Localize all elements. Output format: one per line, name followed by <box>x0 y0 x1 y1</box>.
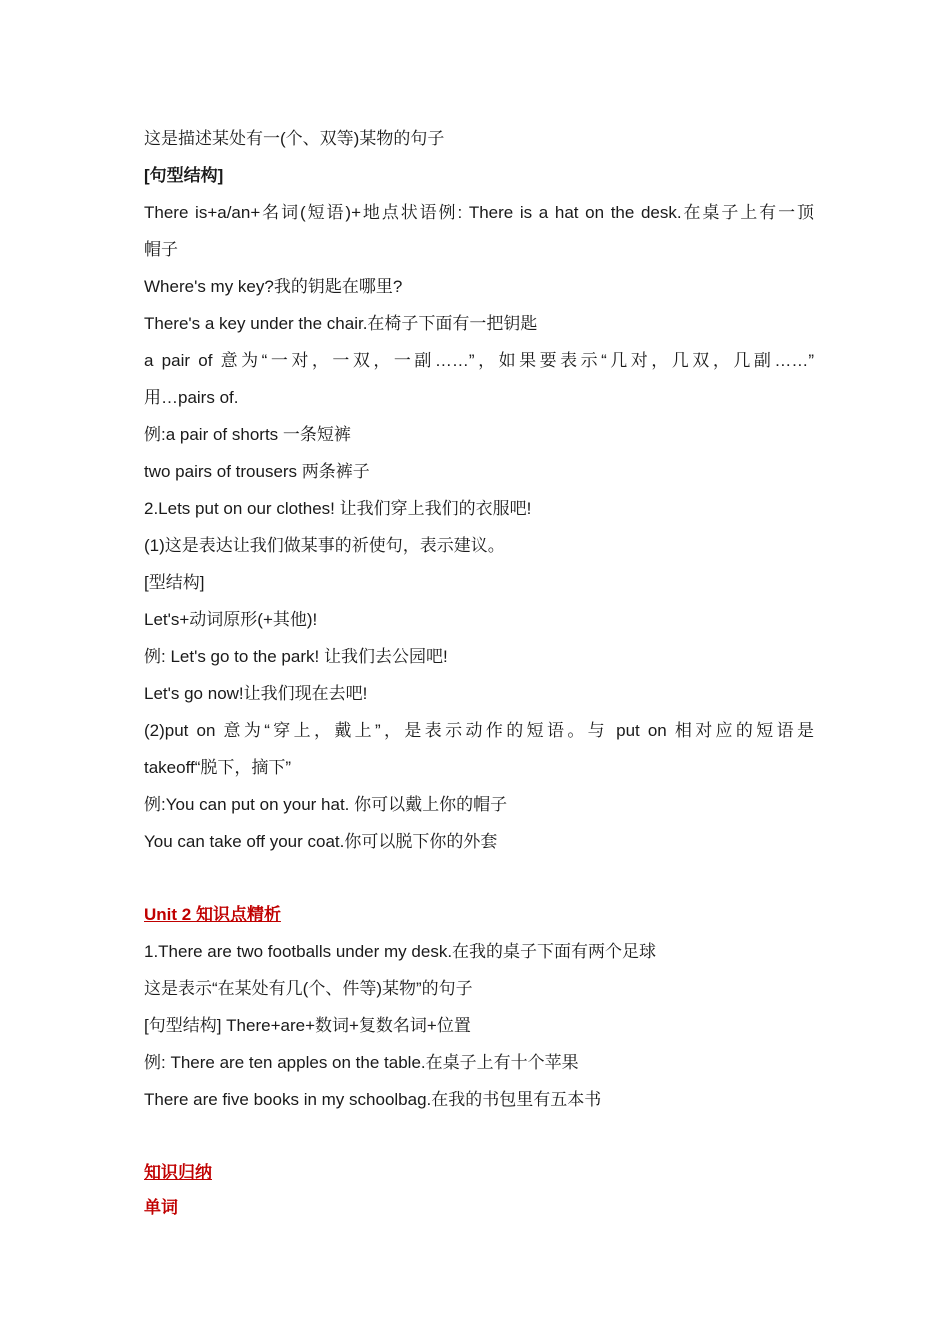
text-line: There's a key under the chair.在椅子下面有一把钥匙 <box>144 314 538 333</box>
text-line: 用…pairs of. <box>144 388 239 407</box>
document-body <box>144 120 814 1225</box>
text-line: [型结构] <box>144 573 205 592</box>
text-line: (2)put on 意为“穿上，戴上”，是表示动作的短语。与 put on 相对应的短语是 <box>144 721 814 740</box>
text-line: [句型结构] There+are+数词+复数名词+位置 <box>144 1016 471 1035</box>
text-line: a pair of 意为“一对，一双，一副……”，如果要表示“几对，几双，几副……” <box>144 351 814 370</box>
text-line: 这是表示“在某处有几(个、件等)某物”的句子 <box>144 979 473 998</box>
text-line: You can take off your coat.你可以脱下你的外套 <box>144 832 498 851</box>
text-line: There is+a/an+名词(短语)+地点状语例: There is a hat on the desk.在桌子上有一顶 <box>144 203 814 222</box>
text-line: There are five books in my schoolbag.在我的书包里有五本书 <box>144 1090 602 1109</box>
unit2-heading: Unit 2 知识点精析 <box>144 905 281 924</box>
text-line: 帽子 <box>144 240 178 259</box>
text-line: 例:a pair of shorts 一条短裤 <box>144 425 351 444</box>
text-line: Where's my key?我的钥匙在哪里? <box>144 277 403 296</box>
text-line: 2.Lets put on our clothes! 让我们穿上我们的衣服吧! <box>144 499 532 518</box>
summary-heading: 知识归纳 <box>144 1163 212 1182</box>
text-line: (1)这是表达让我们做某事的祈使句，表示建议。 <box>144 536 505 555</box>
section-label: [句型结构] <box>144 166 224 185</box>
text-line: 这是描述某处有一(个、双等)某物的句子 <box>144 129 445 148</box>
paragraph-gap <box>144 860 814 896</box>
text-line: 例:You can put on your hat. 你可以戴上你的帽子 <box>144 795 508 814</box>
paragraph-gap <box>144 1118 814 1154</box>
text-line: 1.There are two footballs under my desk.在我的桌子下面有两个足球 <box>144 942 657 961</box>
text-line: Let's+动词原形(+其他)! <box>144 610 318 629</box>
summary-subheading: 单词 <box>144 1198 178 1217</box>
text-line: 例: Let's go to the park! 让我们去公园吧! <box>144 647 448 666</box>
text-line: takeoff“脱下，摘下” <box>144 758 292 777</box>
text-line: Let's go now!让我们现在去吧! <box>144 684 368 703</box>
text-line: 例: There are ten apples on the table.在桌子上有十个苹果 <box>144 1053 579 1072</box>
text-line: two pairs of trousers 两条裤子 <box>144 462 370 481</box>
